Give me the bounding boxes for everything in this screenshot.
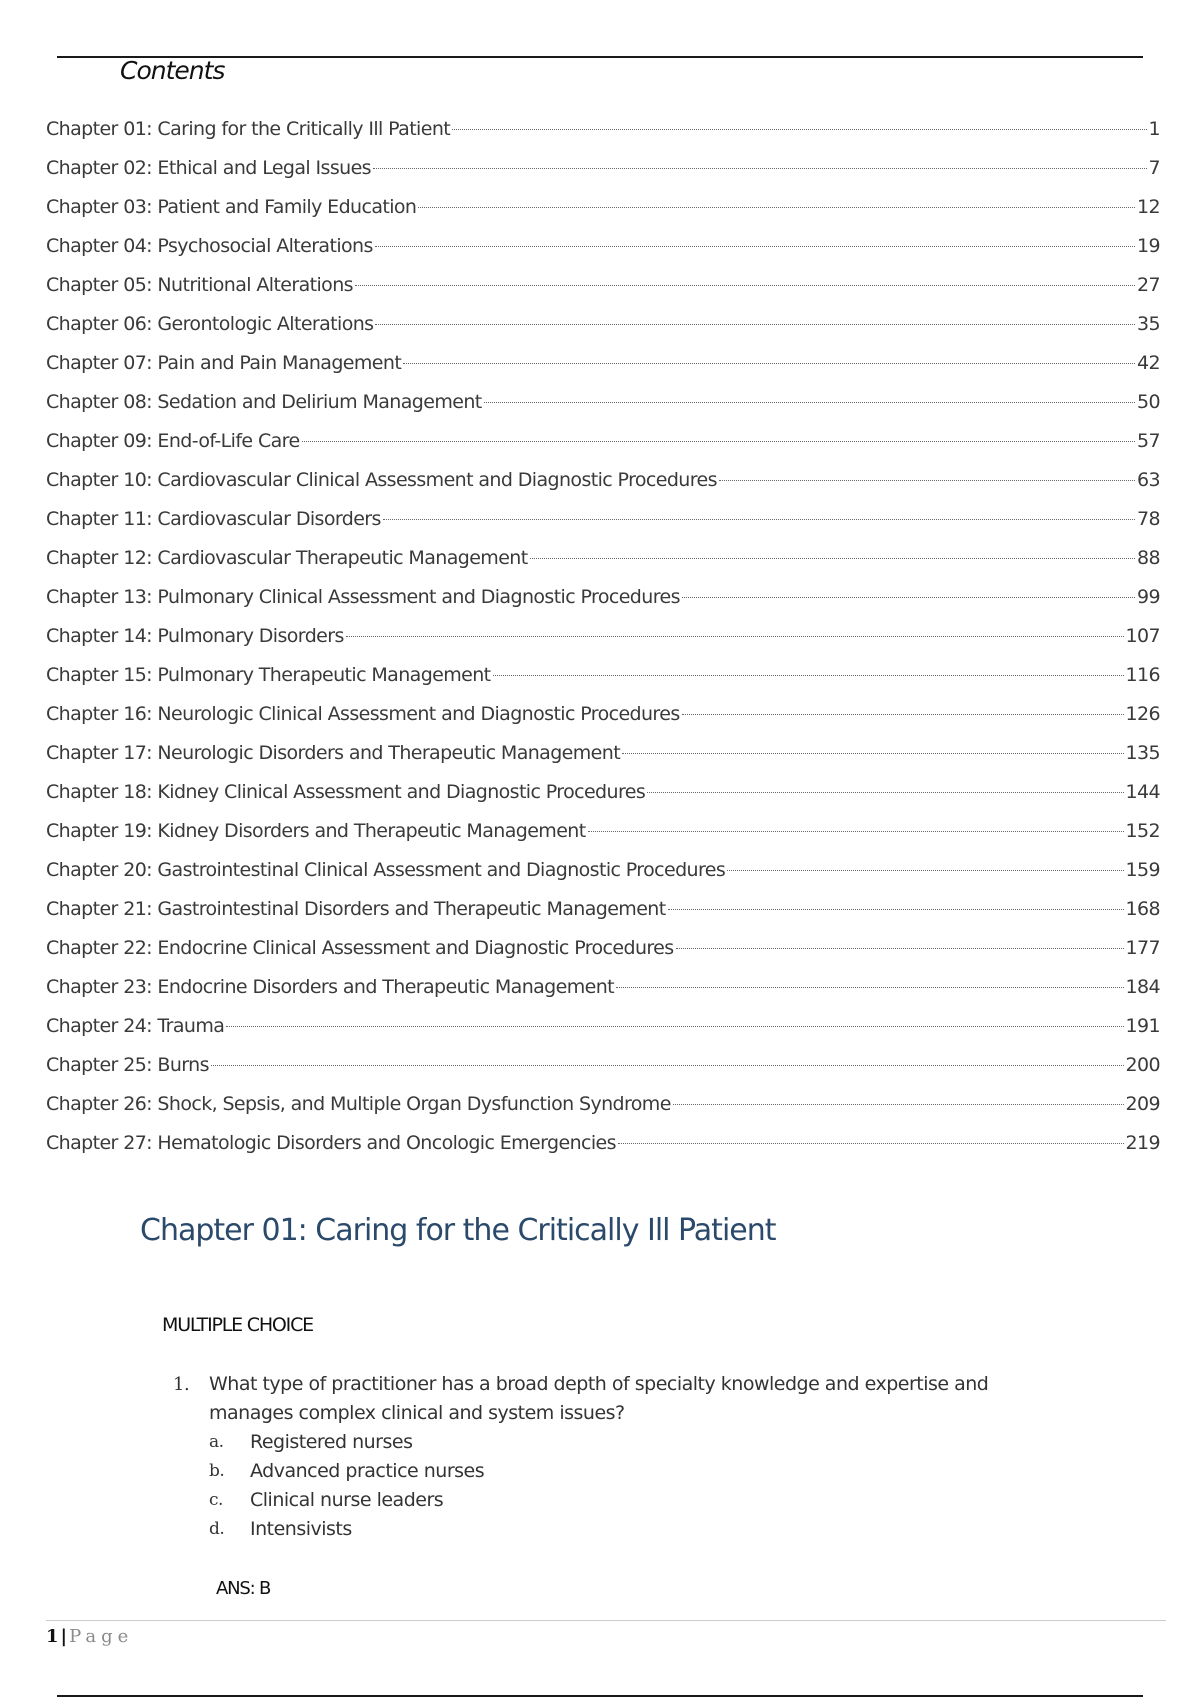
toc-entry[interactable] — [46, 352, 1160, 391]
toc-dot-leader — [452, 129, 1146, 130]
option-letter: b. — [209, 1461, 225, 1481]
option-text: Intensivists — [250, 1518, 352, 1540]
toc-dot-leader — [403, 363, 1135, 364]
toc-entry-page: 191 — [1125, 1015, 1160, 1037]
toc-entry-title: Chapter 13: Pulmonary Clinical Assessment and Diagnostic Procedures — [46, 586, 680, 608]
option-text: Registered nurses — [250, 1431, 413, 1453]
toc-entry-page: 159 — [1125, 859, 1160, 881]
toc-entry-title: Chapter 10: Cardiovascular Clinical Assessment and Diagnostic Procedures — [46, 469, 717, 491]
toc-entry[interactable] — [46, 469, 1160, 508]
toc-entry[interactable] — [46, 196, 1160, 235]
toc-entry-page: 50 — [1137, 391, 1160, 413]
toc-entry-page: 135 — [1125, 742, 1160, 764]
toc-dot-leader — [211, 1065, 1124, 1066]
footer-rule — [46, 1620, 1166, 1621]
toc-entry[interactable] — [46, 586, 1160, 625]
bottom-rule — [57, 1695, 1143, 1697]
toc-entry-title: Chapter 19: Kidney Disorders and Therapeutic Management — [46, 820, 586, 842]
toc-entry[interactable] — [46, 118, 1160, 157]
toc-entry-title: Chapter 04: Psychosocial Alterations — [46, 235, 373, 257]
toc-entry-page: 7 — [1148, 157, 1160, 179]
option-text: Advanced practice nurses — [250, 1460, 485, 1482]
toc-entry[interactable] — [46, 157, 1160, 196]
toc-entry-title: Chapter 21: Gastrointestinal Disorders and Therapeutic Management — [46, 898, 666, 920]
toc-entry-title: Chapter 22: Endocrine Clinical Assessment and Diagnostic Procedures — [46, 937, 674, 959]
toc-dot-leader — [383, 519, 1135, 520]
toc-entry-title: Chapter 27: Hematologic Disorders and Oncologic Emergencies — [46, 1132, 616, 1154]
footer-page-word: Page — [69, 1626, 134, 1647]
toc-entry-page: 35 — [1137, 313, 1160, 335]
toc-entry-title: Chapter 18: Kidney Clinical Assessment and Diagnostic Procedures — [46, 781, 646, 803]
answer-option — [209, 1486, 1073, 1515]
option-letter: c. — [209, 1490, 223, 1510]
toc-entry-page: 152 — [1125, 820, 1160, 842]
toc-dot-leader — [622, 753, 1123, 754]
question-block — [173, 1370, 1073, 1544]
question-number: 1. — [173, 1374, 190, 1395]
toc-dot-leader — [719, 480, 1135, 481]
toc-entry-title: Chapter 09: End-of-Life Care — [46, 430, 300, 452]
section-label: MULTIPLE CHOICE — [162, 1314, 313, 1336]
toc-entry-title: Chapter 02: Ethical and Legal Issues — [46, 157, 371, 179]
toc-entry[interactable] — [46, 1015, 1160, 1054]
toc-entry-page: 209 — [1125, 1093, 1160, 1115]
answer-option — [209, 1457, 1073, 1486]
toc-entry[interactable] — [46, 508, 1160, 547]
page-footer — [46, 1626, 133, 1647]
toc-entry[interactable] — [46, 430, 1160, 469]
toc-dot-leader — [668, 909, 1124, 910]
toc-entry[interactable] — [46, 820, 1160, 859]
toc-entry-title: Chapter 07: Pain and Pain Management — [46, 352, 402, 374]
toc-dot-leader — [346, 636, 1124, 637]
toc-dot-leader — [616, 987, 1124, 988]
toc-dot-leader — [302, 441, 1135, 442]
answer-options — [209, 1428, 1073, 1544]
toc-dot-leader — [682, 597, 1135, 598]
toc-entry[interactable] — [46, 703, 1160, 742]
toc-dot-leader — [588, 831, 1124, 832]
toc-entry-page: 12 — [1137, 196, 1160, 218]
toc-entry-page: 200 — [1125, 1054, 1160, 1076]
toc-dot-leader — [418, 207, 1135, 208]
toc-entry[interactable] — [46, 937, 1160, 976]
question-text: What type of practitioner has a broad depth of specialty knowledge and expertise and manages complex clinical and system issues? — [209, 1373, 989, 1424]
toc-entry-title: Chapter 08: Sedation and Delirium Management — [46, 391, 482, 413]
toc-entry-title: Chapter 25: Burns — [46, 1054, 209, 1076]
toc-dot-leader — [682, 714, 1124, 715]
toc-entry-page: 63 — [1137, 469, 1160, 491]
toc-entry-title: Chapter 12: Cardiovascular Therapeutic Management — [46, 547, 528, 569]
toc-dot-leader — [673, 1104, 1124, 1105]
toc-dot-leader — [493, 675, 1124, 676]
toc-dot-leader — [618, 1143, 1124, 1144]
toc-entry[interactable] — [46, 976, 1160, 1015]
answer-key: ANS: B — [216, 1578, 271, 1599]
toc-entry-title: Chapter 03: Patient and Family Education — [46, 196, 417, 218]
toc-entry-page: 126 — [1125, 703, 1160, 725]
toc-entry[interactable] — [46, 1054, 1160, 1093]
toc-entry-title: Chapter 01: Caring for the Critically Ill Patient — [46, 118, 451, 140]
footer-separator: | — [60, 1626, 68, 1647]
chapter-heading: Chapter 01: Caring for the Critically Ill Patient — [140, 1213, 776, 1248]
toc-entry[interactable] — [46, 274, 1160, 313]
toc-dot-leader — [530, 558, 1135, 559]
toc-entry[interactable] — [46, 898, 1160, 937]
answer-option — [209, 1515, 1073, 1544]
toc-entry-page: 78 — [1137, 508, 1160, 530]
toc-entry[interactable] — [46, 313, 1160, 352]
toc-entry-title: Chapter 24: Trauma — [46, 1015, 225, 1037]
toc-dot-leader — [484, 402, 1135, 403]
toc-entry[interactable] — [46, 781, 1160, 820]
toc-entry-page: 99 — [1137, 586, 1160, 608]
toc-entry[interactable] — [46, 625, 1160, 664]
toc-entry-title: Chapter 05: Nutritional Alterations — [46, 274, 353, 296]
toc-entry-page: 107 — [1125, 625, 1160, 647]
toc-entry-title: Chapter 14: Pulmonary Disorders — [46, 625, 344, 647]
toc-entry-title: Chapter 15: Pulmonary Therapeutic Management — [46, 664, 491, 686]
toc-entry[interactable] — [46, 391, 1160, 430]
toc-entry-title: Chapter 20: Gastrointestinal Clinical Assessment and Diagnostic Procedures — [46, 859, 726, 881]
toc-entry-title: Chapter 23: Endocrine Disorders and Therapeutic Management — [46, 976, 615, 998]
toc-entry-title: Chapter 06: Gerontologic Alterations — [46, 313, 374, 335]
toc-entry-page: 88 — [1137, 547, 1160, 569]
toc-entry-page: 27 — [1137, 274, 1160, 296]
toc-entry[interactable] — [46, 859, 1160, 898]
toc-entry-title: Chapter 16: Neurologic Clinical Assessment and Diagnostic Procedures — [46, 703, 680, 725]
toc-entry-page: 144 — [1125, 781, 1160, 803]
toc-entry-page: 184 — [1125, 976, 1160, 998]
toc-entry[interactable] — [46, 664, 1160, 703]
toc-entry-page: 168 — [1125, 898, 1160, 920]
toc-entry-page: 1 — [1148, 118, 1160, 140]
toc-entry-page: 19 — [1137, 235, 1160, 257]
toc-dot-leader — [727, 870, 1123, 871]
toc-entry-page: 177 — [1125, 937, 1160, 959]
toc-dot-leader — [355, 285, 1135, 286]
footer-page-number: 1 — [46, 1626, 59, 1647]
contents-title: Contents — [120, 56, 225, 85]
toc-entry[interactable] — [46, 1093, 1160, 1132]
toc-entry-page: 57 — [1137, 430, 1160, 452]
toc-entry-page: 116 — [1125, 664, 1160, 686]
toc-entry[interactable] — [46, 547, 1160, 586]
toc-entry-title: Chapter 17: Neurologic Disorders and Therapeutic Management — [46, 742, 621, 764]
toc-entry[interactable] — [46, 1132, 1160, 1171]
toc-entry[interactable] — [46, 742, 1160, 781]
toc-dot-leader — [373, 168, 1147, 169]
option-letter: a. — [209, 1432, 224, 1452]
toc-dot-leader — [647, 792, 1123, 793]
table-of-contents — [46, 118, 1160, 1171]
toc-dot-leader — [226, 1026, 1123, 1027]
toc-entry-page: 42 — [1137, 352, 1160, 374]
option-letter: d. — [209, 1519, 225, 1539]
toc-entry-title: Chapter 11: Cardiovascular Disorders — [46, 508, 381, 530]
answer-option — [209, 1428, 1073, 1457]
toc-entry[interactable] — [46, 235, 1160, 274]
toc-entry-page: 219 — [1125, 1132, 1160, 1154]
toc-entry-title: Chapter 26: Shock, Sepsis, and Multiple Organ Dysfunction Syndrome — [46, 1093, 671, 1115]
option-text: Clinical nurse leaders — [250, 1489, 444, 1511]
toc-dot-leader — [375, 246, 1135, 247]
toc-dot-leader — [375, 324, 1135, 325]
toc-dot-leader — [676, 948, 1124, 949]
